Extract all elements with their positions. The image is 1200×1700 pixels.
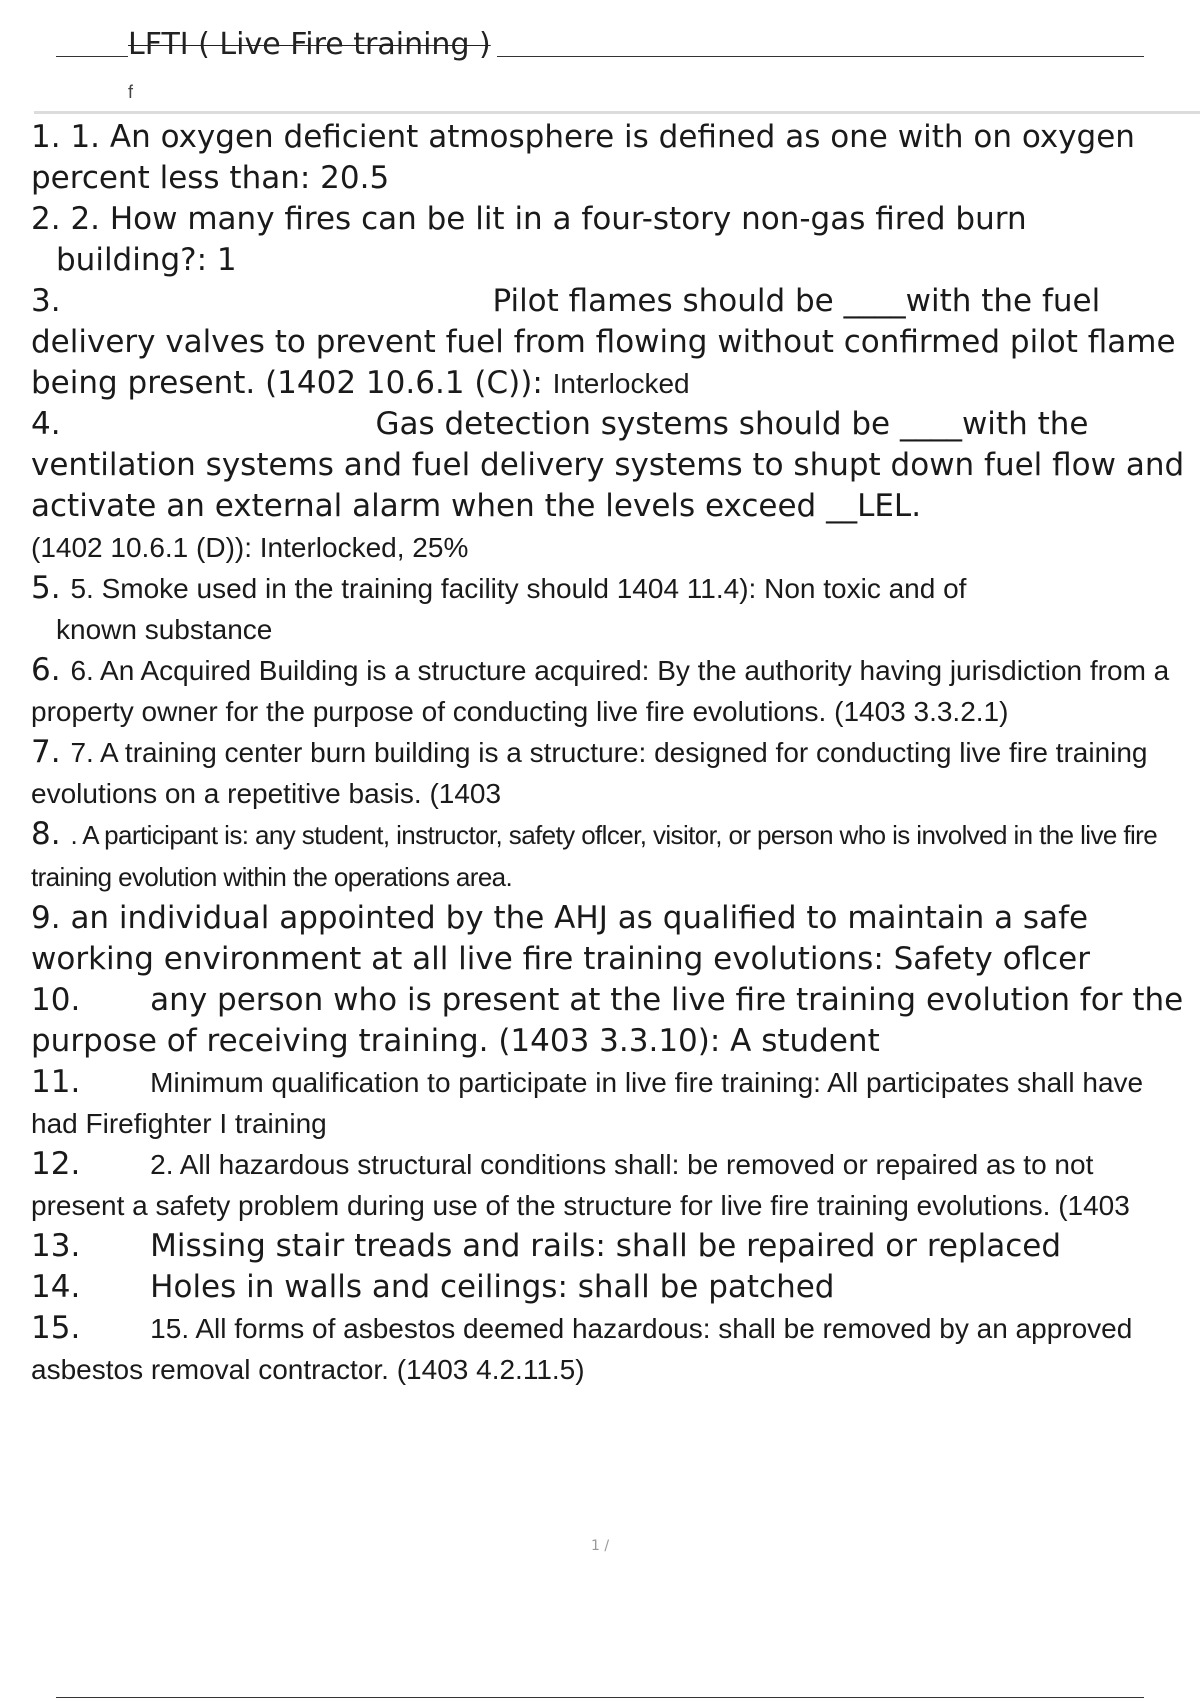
list-item bbox=[31, 1308, 1191, 1390]
item-text: Missing stair treads and rails: shall be repaired or replaced bbox=[150, 1228, 1062, 1264]
item-number: 10. bbox=[31, 982, 81, 1018]
item-text: 2. How many fires can be lit in a four-story non-gas fired burn bbox=[70, 201, 1027, 237]
item-text: Minimum qualification to participate in live fire training: All participates shall have had Firefighter I training bbox=[31, 1067, 1144, 1139]
item-number: 14. bbox=[31, 1269, 81, 1305]
page-title: LFTI ( Live Fire training ) bbox=[128, 30, 497, 60]
item-answer: (1402 10.6.1 (D)): Interlocked, 25% bbox=[31, 532, 469, 563]
item-text: Gas detection systems should be ____with the ventilation systems and fuel delivery systems to shupt down fuel flow and activate an external alarm when the levels exceed __LEL. bbox=[31, 406, 1185, 524]
list-item bbox=[31, 1267, 1191, 1308]
divider bbox=[34, 111, 1200, 114]
item-number: 12. bbox=[31, 1146, 81, 1182]
item-text: Pilot flames should be ____with the fuel delivery valves to prevent fuel from flowing without confirmed pilot flame being present. (1402 10.6.1 (C)): bbox=[31, 283, 1176, 401]
item-text-continued: known substance bbox=[56, 614, 273, 645]
qa-list bbox=[31, 117, 1191, 1390]
item-number: 13. bbox=[31, 1228, 81, 1264]
item-text: an individual appointed by the AHJ as qualified to maintain a safe working environment at all live fire training evolutions: Safety oflcer bbox=[31, 900, 1090, 977]
page-number: 1 / bbox=[590, 1538, 610, 1554]
item-number: 9. bbox=[31, 900, 61, 936]
item-number: 7. bbox=[31, 734, 61, 770]
item-number: 15. bbox=[31, 1310, 81, 1346]
item-number: 5. bbox=[31, 570, 61, 606]
item-text: Holes in walls and ceilings: shall be patched bbox=[150, 1269, 835, 1305]
item-number: 4. bbox=[31, 406, 61, 442]
item-text-continued: building?: 1 bbox=[56, 242, 237, 278]
list-item bbox=[31, 199, 1191, 281]
list-item bbox=[31, 568, 1191, 650]
list-item bbox=[31, 814, 1191, 898]
list-item bbox=[31, 1226, 1191, 1267]
item-number: 6. bbox=[31, 652, 61, 688]
footer-rule bbox=[56, 1697, 1144, 1698]
item-number: 8. bbox=[31, 816, 61, 852]
list-item bbox=[31, 404, 1191, 568]
item-text: 6. An Acquired Building is a structure acquired: By the authority having jurisdiction from a property owner for the purpose of conducting live fire evolutions. (1403 3.3.2.1) bbox=[31, 655, 1170, 727]
item-text: 1. An oxygen deficient atmosphere is defined as one with on oxygen percent less than: 20.5 bbox=[31, 119, 1135, 196]
item-number: 1. bbox=[31, 119, 61, 155]
item-text: . A participant is: any student, instructor, safety oflcer, visitor, or person who is involved in the live fire training evolution within the operations area. bbox=[31, 820, 1158, 892]
list-item bbox=[31, 281, 1191, 404]
item-text: any person who is present at the live fire training evolution for the purpose of receiving training. (1403 3.3.10): A student bbox=[31, 982, 1184, 1059]
list-item bbox=[31, 980, 1191, 1062]
list-item bbox=[31, 898, 1191, 980]
item-text: 15. All forms of asbestos deemed hazardous: shall be removed by an approved asbestos removal contractor. (1403 4.2.11.5) bbox=[31, 1313, 1133, 1385]
header-subtitle: f bbox=[128, 82, 134, 102]
item-answer: Interlocked bbox=[552, 368, 690, 399]
page-header bbox=[56, 27, 1144, 62]
item-number: 2. bbox=[31, 201, 61, 237]
item-text: 2. All hazardous structural conditions shall: be removed or repaired as to not present a safety problem during use of the structure for live fire training evolutions. (1403 bbox=[31, 1149, 1130, 1221]
list-item bbox=[31, 1062, 1191, 1144]
item-number: 3. bbox=[31, 283, 61, 319]
list-item bbox=[31, 650, 1191, 732]
list-item bbox=[31, 732, 1191, 814]
list-item bbox=[31, 117, 1191, 199]
item-text: 7. A training center burn building is a structure: designed for conducting live fire training evolutions on a repetitive basis. (1403 bbox=[31, 737, 1148, 809]
item-text: 5. Smoke used in the training facility should 1404 11.4): Non toxic and of bbox=[70, 573, 967, 604]
item-number: 11. bbox=[31, 1064, 81, 1100]
list-item bbox=[31, 1144, 1191, 1226]
